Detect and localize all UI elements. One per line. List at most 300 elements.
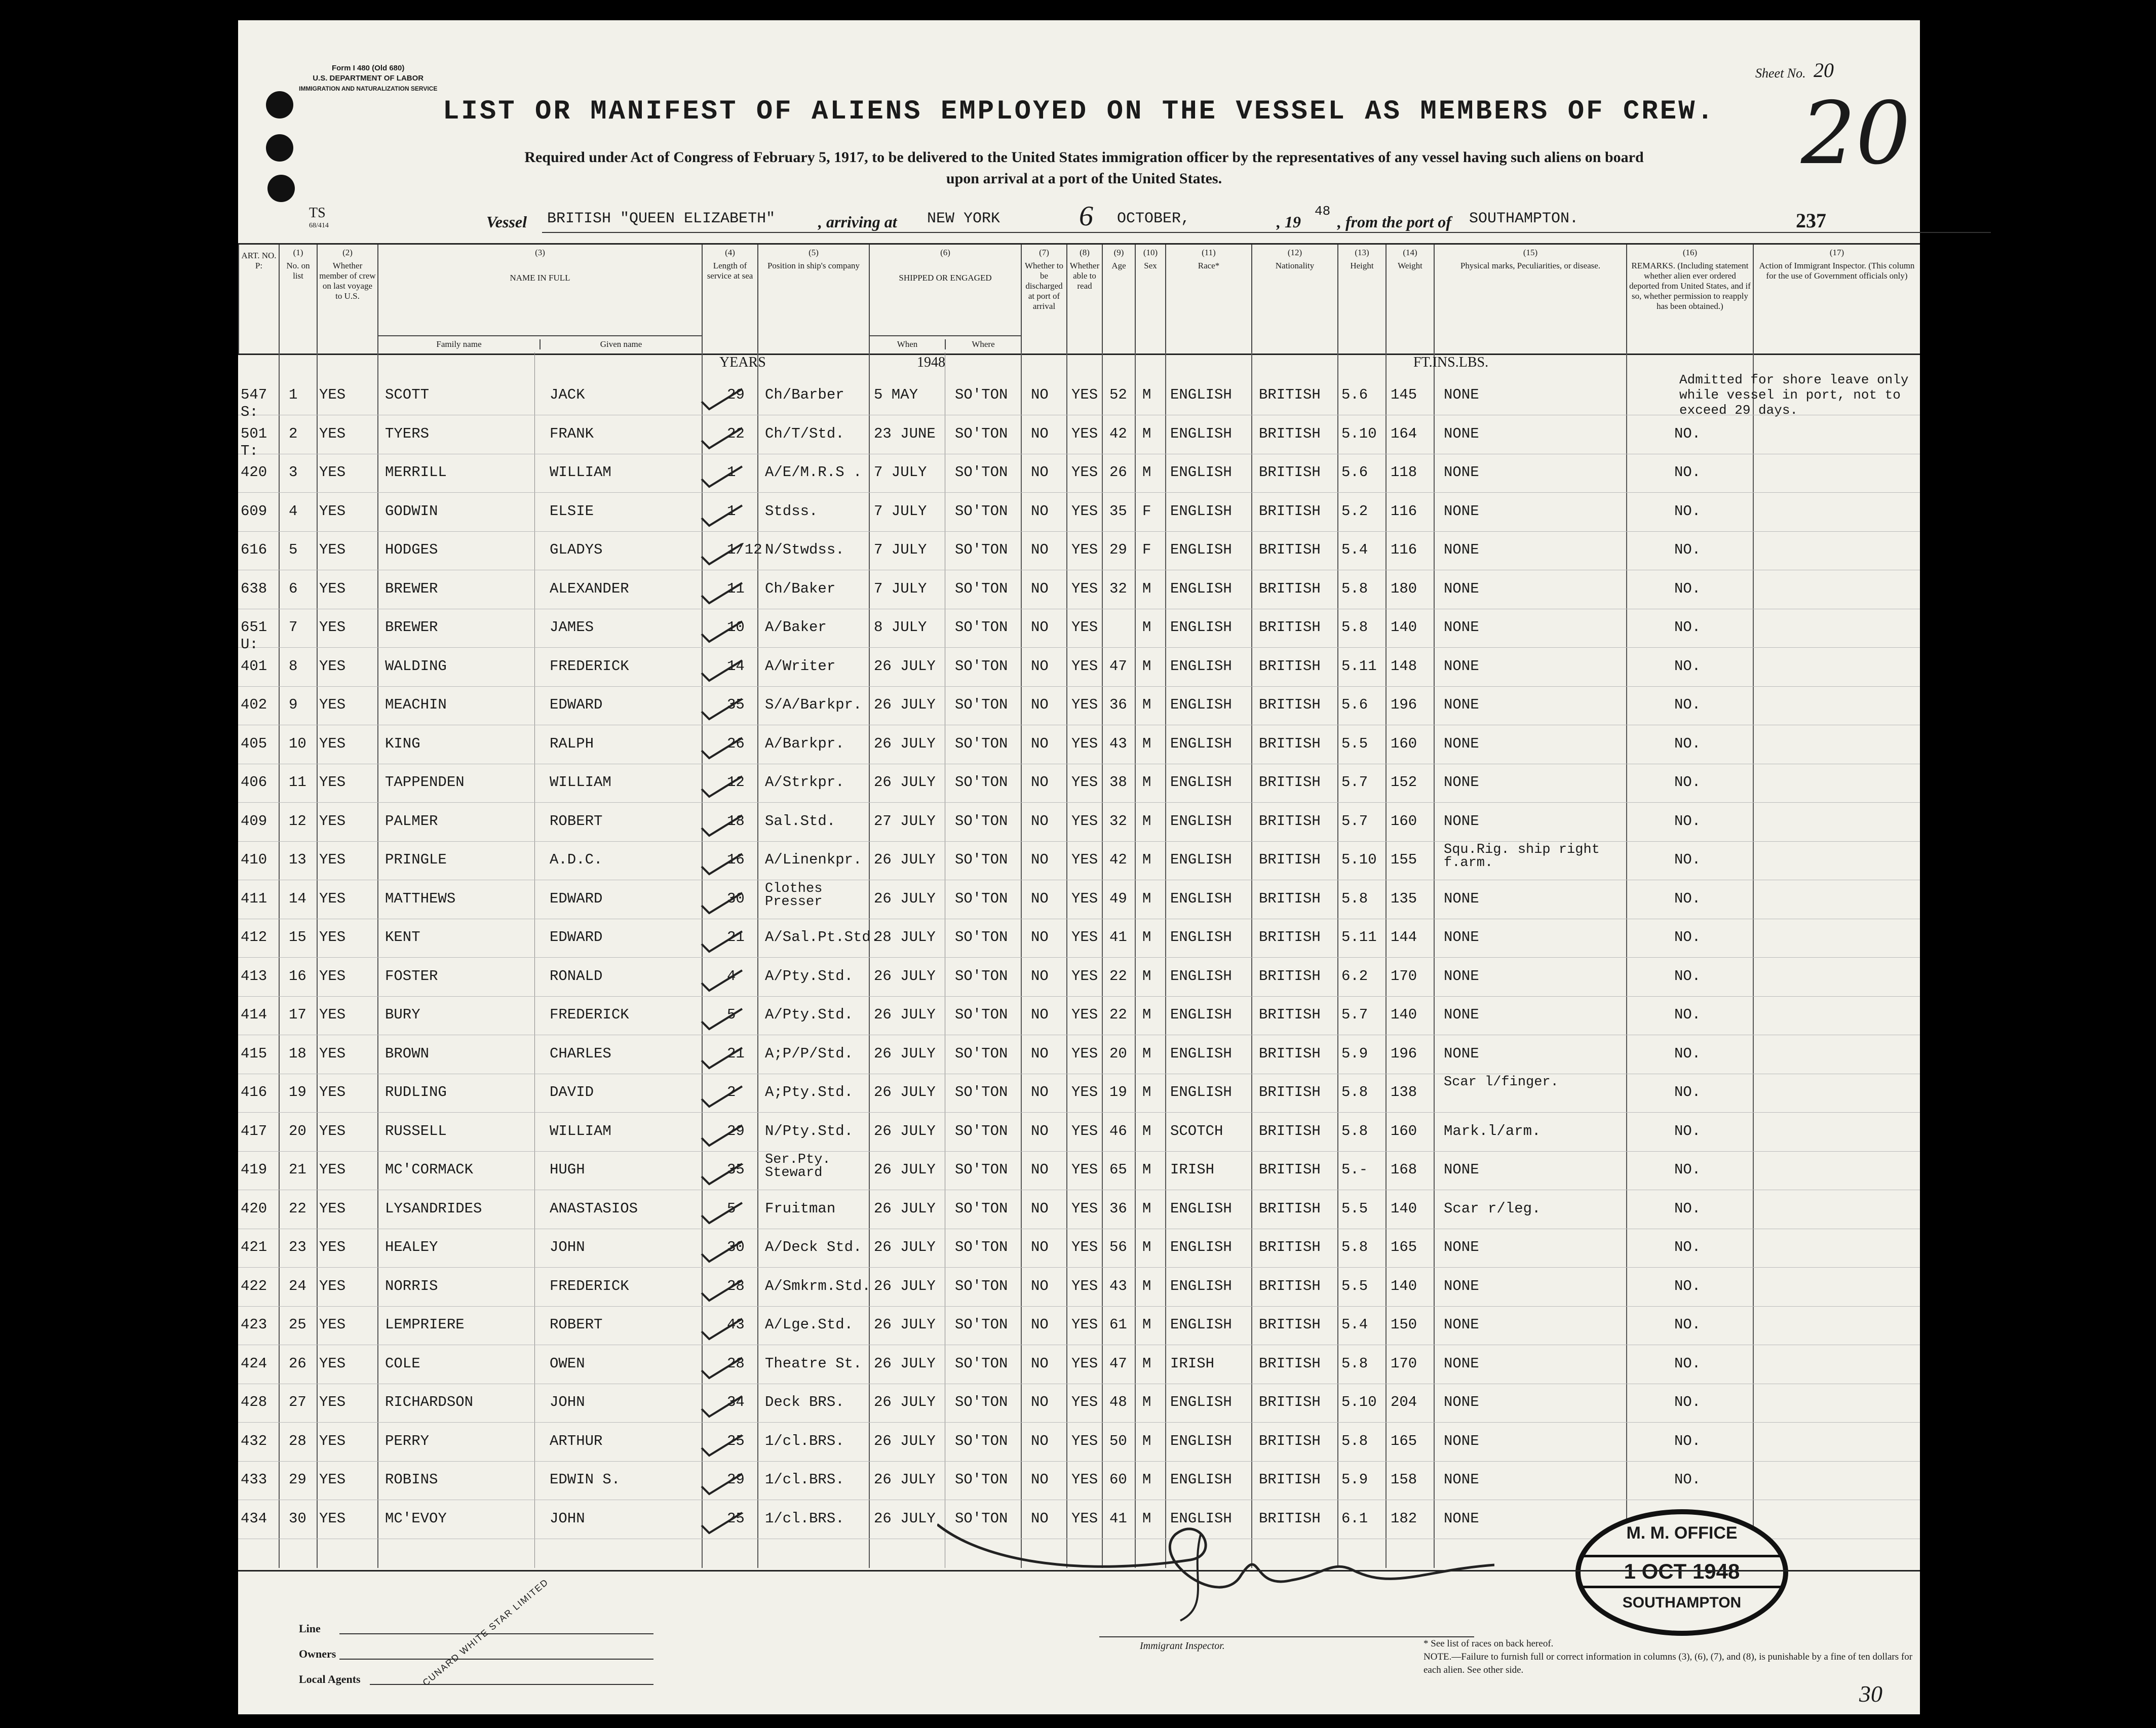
cell-able-to-read: YES <box>1071 1432 1098 1449</box>
header-col-0 <box>238 245 279 354</box>
cell-family-name: BROWN <box>385 1045 430 1062</box>
cell-shipped-when: 26 JULY <box>874 1045 936 1062</box>
cell-shipped-when: 26 JULY <box>874 1355 936 1372</box>
cell-position: A/Baker <box>765 619 827 636</box>
cell-age: 41 <box>1109 929 1127 946</box>
cell-family-name: BURY <box>385 1006 420 1023</box>
cell-weight: 116 <box>1391 541 1417 558</box>
cell-able-to-read: YES <box>1071 1510 1098 1527</box>
cell-height: 5.6 <box>1341 386 1368 403</box>
cell-family-name: PALMER <box>385 812 438 830</box>
ts-label: TS <box>309 205 326 221</box>
cell-able-to-read: YES <box>1071 464 1098 481</box>
cell-sex: M <box>1142 1394 1151 1410</box>
cell-nationality: BRITISH <box>1259 1122 1321 1140</box>
cell-art-number: 638 <box>241 580 267 597</box>
cell-remarks: NO. <box>1674 425 1701 442</box>
cell-able-to-read: YES <box>1071 502 1098 520</box>
table-row <box>238 1230 1920 1268</box>
cell-height: 5.11 <box>1341 657 1377 675</box>
cell-physical-marks: Mark.l/arm. <box>1444 1122 1541 1140</box>
header-number: (7) <box>1039 248 1049 257</box>
header-col-11 <box>1165 245 1251 354</box>
unit-year: 1948 <box>917 355 945 370</box>
cell-art-letter: S: <box>241 404 258 420</box>
cell-race: SCOTCH <box>1170 1122 1223 1140</box>
table-row <box>238 1152 1920 1190</box>
cell-service-length: 29 <box>727 386 745 403</box>
cell-list-number: 22 <box>289 1200 306 1217</box>
cell-last-voyage: YES <box>319 735 346 752</box>
cell-given-name: WILLIAM <box>550 774 611 791</box>
cell-family-name: BREWER <box>385 619 438 636</box>
cell-sex: M <box>1142 1355 1151 1372</box>
cell-list-number: 16 <box>289 967 306 985</box>
cell-list-number: 13 <box>289 851 306 868</box>
cell-age: 56 <box>1109 1239 1127 1255</box>
check-mark-icon <box>699 1239 745 1264</box>
cell-position: A/Sal.Pt.Std. <box>765 929 880 946</box>
check-mark-icon <box>699 1394 745 1419</box>
cell-weight: 140 <box>1391 1277 1417 1294</box>
cell-art-number: 421 <box>241 1239 267 1255</box>
table-row <box>238 1191 1920 1229</box>
cell-service-length: 28 <box>727 1355 745 1372</box>
cell-race: ENGLISH <box>1170 464 1232 481</box>
cell-weight: 180 <box>1391 580 1417 597</box>
cell-given-name: CHARLES <box>550 1045 611 1062</box>
cell-service-length: 1 <box>727 464 736 481</box>
cell-service-length: 26 <box>727 735 745 752</box>
cell-position: A/Lge.Std. <box>765 1316 854 1333</box>
cell-position: A/Writer <box>765 657 836 675</box>
cell-discharged: NO <box>1031 541 1049 558</box>
sheet-number-large: 20 <box>1801 84 1911 184</box>
cell-service-length: 1/12 <box>727 541 762 558</box>
cell-family-name: MC'CORMACK <box>385 1161 474 1178</box>
cell-height: 5.5 <box>1341 735 1368 752</box>
cell-remarks: NO. <box>1674 696 1701 713</box>
header-number: (10) <box>1143 248 1158 257</box>
cell-art-number: 428 <box>241 1394 267 1410</box>
cell-sex: M <box>1142 464 1151 481</box>
cell-service-length: 43 <box>727 1316 745 1333</box>
cell-position: Fruitman <box>765 1200 836 1217</box>
cell-able-to-read: YES <box>1071 1161 1098 1178</box>
cell-discharged: NO <box>1031 425 1049 442</box>
cell-position: A/Smkrm.Std. <box>765 1277 871 1294</box>
cell-discharged: NO <box>1031 890 1049 907</box>
cell-list-number: 23 <box>289 1239 306 1255</box>
cell-list-number: 18 <box>289 1045 306 1062</box>
cell-shipped-when: 23 JUNE <box>874 425 936 442</box>
cell-nationality: BRITISH <box>1259 696 1321 713</box>
cell-remarks: NO. <box>1674 1006 1701 1023</box>
cell-list-number: 14 <box>289 890 306 907</box>
cell-physical-marks: NONE <box>1444 425 1479 442</box>
cell-list-number: 11 <box>289 774 306 791</box>
cell-list-number: 27 <box>289 1394 306 1410</box>
cell-remarks: NO. <box>1674 774 1701 791</box>
cell-nationality: BRITISH <box>1259 929 1321 946</box>
cell-race: ENGLISH <box>1170 1510 1232 1527</box>
footer-note <box>1423 1637 1920 1677</box>
cell-list-number: 26 <box>289 1355 306 1372</box>
form-service: IMMIGRATION AND NATURALIZATION SERVICE <box>299 85 438 92</box>
cell-height: 5.9 <box>1341 1471 1368 1488</box>
cell-art-number: 417 <box>241 1122 267 1140</box>
cell-age: 36 <box>1109 696 1127 713</box>
manifest-number: 237 <box>1796 209 1826 232</box>
cell-family-name: HEALEY <box>385 1239 438 1255</box>
cell-last-voyage: YES <box>319 1277 346 1294</box>
cell-able-to-read: YES <box>1071 890 1098 907</box>
cell-discharged: NO <box>1031 1316 1049 1333</box>
cell-position: A/E/M.R.S . <box>765 464 862 481</box>
cell-nationality: BRITISH <box>1259 812 1321 830</box>
table-row <box>238 1269 1920 1307</box>
cell-art-letter: U: <box>241 636 258 653</box>
table-row <box>238 1424 1920 1462</box>
cell-weight: 138 <box>1391 1084 1417 1101</box>
cell-shipped-when: 7 JULY <box>874 580 927 597</box>
cell-list-number: 30 <box>289 1510 306 1527</box>
stamp-date: 1 OCT 1948 <box>1581 1555 1783 1588</box>
cell-art-number: 424 <box>241 1355 267 1372</box>
header-text: Length of service at sea <box>707 261 753 281</box>
header-subtext: Given name <box>540 339 702 349</box>
cell-last-voyage: YES <box>319 1355 346 1372</box>
table-row <box>238 1385 1920 1423</box>
cell-shipped-where: SO'TON <box>955 1122 1008 1140</box>
cell-shipped-where: SO'TON <box>955 696 1008 713</box>
cell-age: 49 <box>1109 890 1127 907</box>
cell-service-length: 25 <box>727 1432 745 1449</box>
cell-physical-marks: NONE <box>1444 1432 1479 1449</box>
cell-physical-marks: NONE <box>1444 929 1479 946</box>
cell-race: ENGLISH <box>1170 890 1232 907</box>
cell-age: 65 <box>1109 1161 1127 1178</box>
header-subtext: Family name <box>436 339 482 349</box>
cell-position: Ch/T/Std. <box>765 425 844 442</box>
cell-age: 60 <box>1109 1471 1127 1488</box>
cell-height: 5.10 <box>1341 851 1377 868</box>
cell-service-length: 29 <box>727 1122 745 1140</box>
cell-given-name: GLADYS <box>550 541 603 558</box>
check-mark-icon <box>699 464 745 489</box>
cell-physical-marks: NONE <box>1444 580 1479 597</box>
cell-list-number: 12 <box>289 812 306 830</box>
cell-service-length: 5 <box>727 1200 736 1217</box>
cell-family-name: BREWER <box>385 580 438 597</box>
cell-sex: M <box>1142 425 1151 442</box>
cell-height: 6.1 <box>1341 1510 1368 1527</box>
cell-service-length: 29 <box>727 1471 745 1488</box>
cell-family-name: SCOTT <box>385 386 430 403</box>
cell-race: ENGLISH <box>1170 541 1232 558</box>
cell-nationality: BRITISH <box>1259 1239 1321 1255</box>
cell-position: A/Barkpr. <box>765 735 844 752</box>
cell-shipped-when: 26 JULY <box>874 735 936 752</box>
cell-age: 26 <box>1109 464 1127 481</box>
cell-race: ENGLISH <box>1170 735 1232 752</box>
cell-given-name: JOHN <box>550 1510 585 1527</box>
cell-family-name: PRINGLE <box>385 851 447 868</box>
cell-art-number: 609 <box>241 502 267 520</box>
cell-race: ENGLISH <box>1170 1006 1232 1023</box>
cell-service-length: 18 <box>727 812 745 830</box>
cell-able-to-read: YES <box>1071 1471 1098 1488</box>
cell-position: Sal.Std. <box>765 812 836 830</box>
cell-height: 5.8 <box>1341 890 1368 907</box>
cell-sex: M <box>1142 1161 1151 1178</box>
cell-weight: 140 <box>1391 619 1417 636</box>
cell-height: 5.9 <box>1341 1045 1368 1062</box>
cell-height: 5.7 <box>1341 812 1368 830</box>
cell-age: 61 <box>1109 1316 1127 1333</box>
cell-position: A/Pty.Std. <box>765 967 854 985</box>
check-mark-icon <box>699 580 745 606</box>
cell-list-number: 25 <box>289 1316 306 1333</box>
cell-last-voyage: YES <box>319 1432 346 1449</box>
header-number: (1) <box>293 248 303 257</box>
cell-physical-marks: Squ.Rig. ship right f.arm. <box>1444 842 1600 871</box>
footer-owners-label: Owners <box>299 1647 336 1660</box>
cell-position: Deck BRS. <box>765 1394 844 1410</box>
arrival-day: 6 <box>1079 201 1093 232</box>
cell-sex: M <box>1142 735 1151 752</box>
cunard-stamp: CUNARD WHITE STAR LIMITED <box>420 1577 551 1688</box>
cell-able-to-read: YES <box>1071 735 1098 752</box>
cell-able-to-read: YES <box>1071 1200 1098 1217</box>
cell-able-to-read: YES <box>1071 967 1098 985</box>
cell-last-voyage: YES <box>319 1394 346 1410</box>
cell-weight: 148 <box>1391 657 1417 675</box>
cell-discharged: NO <box>1031 1006 1049 1023</box>
cell-age: 29 <box>1109 541 1127 558</box>
header-text: Height <box>1350 261 1374 270</box>
cell-remarks: NO. <box>1674 1277 1701 1294</box>
cell-able-to-read: YES <box>1071 1122 1098 1140</box>
cell-weight: 152 <box>1391 774 1417 791</box>
cell-age: 43 <box>1109 735 1127 752</box>
cell-physical-marks: NONE <box>1444 1277 1479 1294</box>
cell-shipped-where: SO'TON <box>955 967 1008 985</box>
cell-race: ENGLISH <box>1170 812 1232 830</box>
cell-shipped-where: SO'TON <box>955 502 1008 520</box>
header-text: REMARKS. (Including statement whether alien ever ordered deported from United States, and if so, whether permission to reapply has been obtained.) <box>1629 261 1751 311</box>
cell-last-voyage: YES <box>319 851 346 868</box>
cell-able-to-read: YES <box>1071 657 1098 675</box>
cell-age: 52 <box>1109 386 1127 403</box>
check-mark-icon <box>699 735 745 761</box>
cell-weight: 116 <box>1391 502 1417 520</box>
cell-given-name: FREDERICK <box>550 1277 629 1294</box>
header-number: (6) <box>940 248 950 257</box>
cell-race: ENGLISH <box>1170 967 1232 985</box>
cell-sex: M <box>1142 696 1151 713</box>
cell-able-to-read: YES <box>1071 425 1098 442</box>
check-mark-icon <box>699 1123 745 1148</box>
cell-age: 50 <box>1109 1432 1127 1449</box>
cell-last-voyage: YES <box>319 774 346 791</box>
cell-sex: M <box>1142 1510 1151 1527</box>
cell-age: 42 <box>1109 851 1127 868</box>
cell-shipped-where: SO'TON <box>955 580 1008 597</box>
cell-sex: F <box>1142 502 1151 520</box>
cell-discharged: NO <box>1031 774 1049 791</box>
cell-able-to-read: YES <box>1071 1006 1098 1023</box>
cell-family-name: MC'EVOY <box>385 1510 447 1527</box>
cell-family-name: RUSSELL <box>385 1122 447 1140</box>
cell-physical-marks: NONE <box>1444 890 1479 907</box>
cell-given-name: ROBERT <box>550 1316 603 1333</box>
cell-race: ENGLISH <box>1170 1200 1232 1217</box>
cell-last-voyage: YES <box>319 1084 346 1101</box>
header-number: (15) <box>1523 248 1538 257</box>
cell-list-number: 1 <box>289 386 298 403</box>
cell-remarks: NO. <box>1674 890 1701 907</box>
cell-remarks: NO. <box>1674 967 1701 985</box>
cell-discharged: NO <box>1031 851 1049 868</box>
cell-last-voyage: YES <box>319 1239 346 1255</box>
cell-height: 5.6 <box>1341 696 1368 713</box>
cell-service-length: 21 <box>727 1045 745 1062</box>
cell-shipped-when: 26 JULY <box>874 967 936 985</box>
cell-discharged: NO <box>1031 929 1049 946</box>
cell-race: ENGLISH <box>1170 425 1232 442</box>
footer-agents-label: Local Agents <box>299 1673 361 1685</box>
cell-race: ENGLISH <box>1170 657 1232 675</box>
subtitle-line-2: upon arrival at a port of the United States. <box>946 170 1222 187</box>
cell-nationality: BRITISH <box>1259 541 1321 558</box>
cell-given-name: ALEXANDER <box>550 580 629 597</box>
cell-family-name: FOSTER <box>385 967 438 985</box>
cell-height: 5.8 <box>1341 1084 1368 1101</box>
cell-shipped-where: SO'TON <box>955 1471 1008 1488</box>
table-row <box>238 377 1920 420</box>
cell-shipped-where: SO'TON <box>955 1045 1008 1062</box>
cell-art-number: 402 <box>241 696 267 713</box>
cell-able-to-read: YES <box>1071 1355 1098 1372</box>
cell-sex: F <box>1142 541 1151 558</box>
cell-remarks: NO. <box>1674 812 1701 830</box>
cell-race: ENGLISH <box>1170 386 1232 403</box>
cell-shipped-where: SO'TON <box>955 1006 1008 1023</box>
cell-physical-marks: NONE <box>1444 1239 1479 1255</box>
form-number: Form I 480 (Old 680) <box>331 64 405 72</box>
cell-sex: M <box>1142 1316 1151 1333</box>
cell-art-number: 616 <box>241 541 267 558</box>
header-subtext: Where <box>945 339 1021 349</box>
header-number: (13) <box>1355 248 1369 257</box>
cell-age: 47 <box>1109 1355 1127 1372</box>
cell-last-voyage: YES <box>319 1045 346 1062</box>
cell-art-number: 415 <box>241 1045 267 1062</box>
cell-race: ENGLISH <box>1170 1316 1232 1333</box>
punch-hole <box>266 134 293 162</box>
table-row <box>238 997 1920 1035</box>
cell-list-number: 17 <box>289 1006 306 1023</box>
cell-remarks: NO. <box>1674 1471 1701 1488</box>
cell-family-name: KING <box>385 735 420 752</box>
header-number: (3) <box>535 248 545 257</box>
cell-weight: 196 <box>1391 696 1417 713</box>
header-number: (9) <box>1113 248 1124 257</box>
cell-sex: M <box>1142 890 1151 907</box>
sheet-label: Sheet No. <box>1755 66 1806 81</box>
cell-age: 22 <box>1109 1006 1127 1023</box>
cell-service-length: 1 <box>727 502 736 520</box>
header-col-6 <box>869 245 1021 354</box>
cell-sex: M <box>1142 1006 1151 1023</box>
cell-physical-marks: NONE <box>1444 1510 1479 1527</box>
cell-weight: 150 <box>1391 1316 1417 1333</box>
cell-service-length: 35 <box>727 1161 745 1178</box>
cell-list-number: 19 <box>289 1084 306 1101</box>
table-row <box>238 455 1920 493</box>
cell-remarks: NO. <box>1674 851 1701 868</box>
check-mark-icon <box>699 1510 745 1536</box>
cell-sex: M <box>1142 657 1151 675</box>
footer <box>238 1570 1920 1713</box>
cell-given-name: ANASTASIOS <box>550 1200 638 1217</box>
header-text: Weight <box>1398 261 1422 270</box>
cell-age: 22 <box>1109 967 1127 985</box>
cell-able-to-read: YES <box>1071 851 1098 868</box>
cell-race: ENGLISH <box>1170 1277 1232 1294</box>
cell-art-number: 405 <box>241 735 267 752</box>
cell-discharged: NO <box>1031 1432 1049 1449</box>
cell-weight: 158 <box>1391 1471 1417 1488</box>
cell-last-voyage: YES <box>319 1161 346 1178</box>
check-mark-icon <box>699 929 745 954</box>
cell-shipped-where: SO'TON <box>955 1394 1008 1410</box>
table-row <box>238 571 1920 609</box>
cell-height: 5.5 <box>1341 1200 1368 1217</box>
cell-race: ENGLISH <box>1170 774 1232 791</box>
cell-weight: 144 <box>1391 929 1417 946</box>
vessel-label: Vessel <box>486 213 527 231</box>
cell-height: 5.10 <box>1341 1394 1377 1410</box>
cell-given-name: RONALD <box>550 967 603 985</box>
cell-height: 5.8 <box>1341 1239 1368 1255</box>
cell-art-number: 419 <box>241 1161 267 1178</box>
cell-age: 46 <box>1109 1122 1127 1140</box>
check-mark-icon <box>699 1355 745 1381</box>
cell-family-name: TAPPENDEN <box>385 774 465 791</box>
cell-discharged: NO <box>1031 386 1049 403</box>
cell-shipped-where: SO'TON <box>955 386 1008 403</box>
cell-service-length: 14 <box>727 657 745 675</box>
subtitle-line-1: Required under Act of Congress of February 5, 1917, to be delivered to the United States immigration officer by the representatives of any vessel having such aliens on board <box>524 149 1644 166</box>
cell-shipped-where: SO'TON <box>955 1161 1008 1178</box>
cell-height: 5.4 <box>1341 1316 1368 1333</box>
check-mark-icon <box>699 503 745 528</box>
cell-last-voyage: YES <box>319 502 346 520</box>
cell-weight: 182 <box>1391 1510 1417 1527</box>
cell-given-name: DAVID <box>550 1084 594 1101</box>
cell-remarks: NO. <box>1674 1200 1701 1217</box>
cell-art-number: 420 <box>241 1200 267 1217</box>
cell-age: 42 <box>1109 425 1127 442</box>
cell-family-name: RICHARDSON <box>385 1394 474 1410</box>
cell-shipped-when: 26 JULY <box>874 1084 936 1101</box>
unit-years: YEARS <box>719 355 766 370</box>
check-mark-icon <box>699 1161 745 1187</box>
cell-remarks: NO. <box>1674 1122 1701 1140</box>
cell-art-number: 416 <box>241 1084 267 1101</box>
